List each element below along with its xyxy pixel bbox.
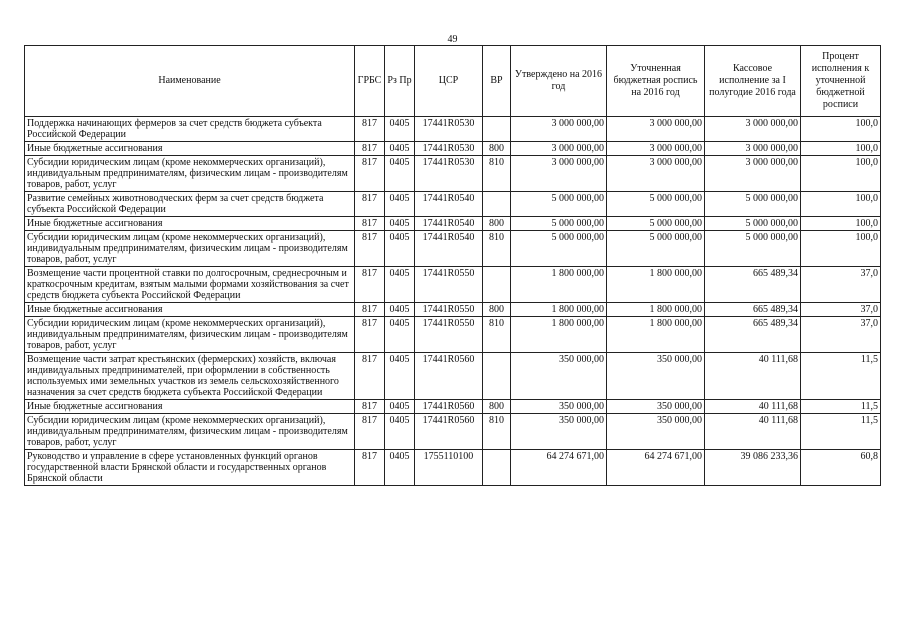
table-row — [25, 117, 881, 142]
col-header-csr: ЦСР — [415, 46, 483, 117]
cell-name: Поддержка начинающих фермеров за счет средств бюджета субъекта Российской Федерации — [25, 117, 355, 142]
cell-vr — [483, 192, 511, 217]
cell-vr — [483, 353, 511, 400]
table-row — [25, 156, 881, 192]
table-row — [25, 414, 881, 450]
cell-csr: 17441R0560 — [415, 353, 483, 400]
cell-name: Иные бюджетные ассигнования — [25, 142, 355, 156]
cell-cash: 3 000 000,00 — [705, 117, 801, 142]
cell-vr: 810 — [483, 231, 511, 267]
cell-vr: 800 — [483, 142, 511, 156]
cell-refined: 64 274 671,00 — [607, 450, 705, 486]
cell-csr: 17441R0540 — [415, 217, 483, 231]
cell-name: Руководство и управление в сфере установленных функций органов государственной власти Брянской области и государственных органов Брянской области — [25, 450, 355, 486]
cell-grbs: 817 — [355, 414, 385, 450]
cell-cash: 665 489,34 — [705, 303, 801, 317]
table-row — [25, 192, 881, 217]
cell-csr: 17441R0560 — [415, 414, 483, 450]
cell-percent: 100,0 — [801, 231, 881, 267]
cell-cash: 665 489,34 — [705, 267, 801, 303]
cell-csr: 17441R0560 — [415, 400, 483, 414]
cell-csr: 17441R0530 — [415, 117, 483, 142]
col-header-refined: Уточненная бюджетная роспись на 2016 год — [607, 46, 705, 117]
col-header-percent: Процент исполнения к уточненной бюджетной росписи — [801, 46, 881, 117]
cell-percent: 37,0 — [801, 303, 881, 317]
cell-cash: 39 086 233,36 — [705, 450, 801, 486]
cell-approved: 1 800 000,00 — [511, 317, 607, 353]
cell-grbs: 817 — [355, 267, 385, 303]
cell-refined: 350 000,00 — [607, 353, 705, 400]
cell-cash: 5 000 000,00 — [705, 217, 801, 231]
cell-approved: 3 000 000,00 — [511, 156, 607, 192]
cell-refined: 3 000 000,00 — [607, 117, 705, 142]
cell-grbs: 817 — [355, 156, 385, 192]
cell-refined: 5 000 000,00 — [607, 231, 705, 267]
cell-cash: 40 111,68 — [705, 400, 801, 414]
cell-percent: 11,5 — [801, 353, 881, 400]
cell-rzpr: 0405 — [385, 317, 415, 353]
cell-grbs: 817 — [355, 303, 385, 317]
cell-csr: 17441R0530 — [415, 156, 483, 192]
cell-refined: 5 000 000,00 — [607, 192, 705, 217]
table-row — [25, 317, 881, 353]
table-row — [25, 231, 881, 267]
cell-grbs: 817 — [355, 231, 385, 267]
cell-vr: 800 — [483, 400, 511, 414]
cell-name: Иные бюджетные ассигнования — [25, 217, 355, 231]
cell-name: Субсидии юридическим лицам (кроме некоммерческих организаций), индивидуальным предпринимателям, физическим лицам - производителям товаров, работ, услуг — [25, 231, 355, 267]
cell-rzpr: 0405 — [385, 192, 415, 217]
cell-refined: 3 000 000,00 — [607, 156, 705, 192]
cell-name: Субсидии юридическим лицам (кроме некоммерческих организаций), индивидуальным предпринимателям, физическим лицам - производителям товаров, работ, услуг — [25, 414, 355, 450]
cell-percent: 60,8 — [801, 450, 881, 486]
cell-approved: 5 000 000,00 — [511, 231, 607, 267]
cell-approved: 1 800 000,00 — [511, 267, 607, 303]
cell-cash: 3 000 000,00 — [705, 156, 801, 192]
budget-table — [24, 45, 881, 486]
cell-vr — [483, 267, 511, 303]
cell-vr: 810 — [483, 317, 511, 353]
cell-vr — [483, 117, 511, 142]
cell-approved: 64 274 671,00 — [511, 450, 607, 486]
cell-rzpr: 0405 — [385, 231, 415, 267]
col-header-name: Наименование — [25, 46, 355, 117]
cell-vr: 800 — [483, 217, 511, 231]
cell-cash: 40 111,68 — [705, 414, 801, 450]
cell-percent: 100,0 — [801, 217, 881, 231]
cell-grbs: 817 — [355, 192, 385, 217]
cell-name: Субсидии юридическим лицам (кроме некоммерческих организаций), индивидуальным предпринимателям, физическим лицам - производителям товаров, работ, услуг — [25, 317, 355, 353]
cell-approved: 350 000,00 — [511, 353, 607, 400]
cell-refined: 1 800 000,00 — [607, 317, 705, 353]
col-header-approved: Утверждено на 2016 год — [511, 46, 607, 117]
cell-refined: 1 800 000,00 — [607, 303, 705, 317]
cell-rzpr: 0405 — [385, 156, 415, 192]
cell-name: Возмещение части процентной ставки по долгосрочным, среднесрочным и краткосрочным кредитам, взятым малыми формами хозяйствования за счет средств бюджета субъекта Российской Федерации — [25, 267, 355, 303]
cell-refined: 350 000,00 — [607, 414, 705, 450]
cell-rzpr: 0405 — [385, 303, 415, 317]
cell-rzpr: 0405 — [385, 117, 415, 142]
cell-approved: 5 000 000,00 — [511, 192, 607, 217]
cell-csr: 17441R0550 — [415, 317, 483, 353]
cell-approved: 3 000 000,00 — [511, 117, 607, 142]
cell-cash: 665 489,34 — [705, 317, 801, 353]
cell-grbs: 817 — [355, 450, 385, 486]
cell-refined: 1 800 000,00 — [607, 267, 705, 303]
cell-rzpr: 0405 — [385, 400, 415, 414]
cell-csr: 17441R0550 — [415, 303, 483, 317]
col-header-rzpr: Рз Пр — [385, 46, 415, 117]
cell-vr — [483, 450, 511, 486]
cell-refined: 350 000,00 — [607, 400, 705, 414]
cell-percent: 37,0 — [801, 317, 881, 353]
cell-cash: 5 000 000,00 — [705, 192, 801, 217]
cell-approved: 5 000 000,00 — [511, 217, 607, 231]
cell-csr: 17441R0530 — [415, 142, 483, 156]
cell-vr: 810 — [483, 414, 511, 450]
cell-rzpr: 0405 — [385, 217, 415, 231]
table-row — [25, 142, 881, 156]
cell-name: Иные бюджетные ассигнования — [25, 303, 355, 317]
col-header-grbs: ГРБС — [355, 46, 385, 117]
table-row — [25, 353, 881, 400]
cell-rzpr: 0405 — [385, 353, 415, 400]
cell-name: Субсидии юридическим лицам (кроме некоммерческих организаций), индивидуальным предпринимателям, физическим лицам - производителям товаров, работ, услуг — [25, 156, 355, 192]
table-row — [25, 400, 881, 414]
cell-csr: 17441R0540 — [415, 192, 483, 217]
cell-cash: 5 000 000,00 — [705, 231, 801, 267]
cell-percent: 100,0 — [801, 156, 881, 192]
col-header-vr: ВР — [483, 46, 511, 117]
cell-percent: 11,5 — [801, 400, 881, 414]
cell-rzpr: 0405 — [385, 267, 415, 303]
cell-csr: 17441R0540 — [415, 231, 483, 267]
cell-percent: 37,0 — [801, 267, 881, 303]
cell-refined: 3 000 000,00 — [607, 142, 705, 156]
cell-grbs: 817 — [355, 117, 385, 142]
cell-name: Возмещение части затрат крестьянских (фермерских) хозяйств, включая индивидуальных предпринимателей, при оформлении в собственность используемых ими земельных участков из земель сельскохозяйственного назначения за счет средств бюджета субъекта Российской Федерации — [25, 353, 355, 400]
cell-grbs: 817 — [355, 142, 385, 156]
cell-grbs: 817 — [355, 317, 385, 353]
cell-cash: 3 000 000,00 — [705, 142, 801, 156]
cell-rzpr: 0405 — [385, 414, 415, 450]
cell-percent: 100,0 — [801, 117, 881, 142]
cell-percent: 100,0 — [801, 192, 881, 217]
cell-cash: 40 111,68 — [705, 353, 801, 400]
cell-approved: 3 000 000,00 — [511, 142, 607, 156]
cell-percent: 100,0 — [801, 142, 881, 156]
cell-rzpr: 0405 — [385, 142, 415, 156]
cell-vr: 800 — [483, 303, 511, 317]
cell-percent: 11,5 — [801, 414, 881, 450]
cell-vr: 810 — [483, 156, 511, 192]
cell-approved: 350 000,00 — [511, 414, 607, 450]
cell-grbs: 817 — [355, 400, 385, 414]
cell-csr: 1755110100 — [415, 450, 483, 486]
page-number: 49 — [447, 34, 458, 45]
cell-approved: 1 800 000,00 — [511, 303, 607, 317]
table-row — [25, 267, 881, 303]
table-row — [25, 450, 881, 486]
col-header-cash: Кассовое исполнение за I полугодие 2016 года — [705, 46, 801, 117]
cell-grbs: 817 — [355, 217, 385, 231]
table-row — [25, 303, 881, 317]
header-row — [25, 46, 881, 117]
cell-name: Развитие семейных животноводческих ферм за счет средств бюджета субъекта Российской Федерации — [25, 192, 355, 217]
cell-approved: 350 000,00 — [511, 400, 607, 414]
table-row — [25, 217, 881, 231]
cell-name: Иные бюджетные ассигнования — [25, 400, 355, 414]
cell-refined: 5 000 000,00 — [607, 217, 705, 231]
cell-csr: 17441R0550 — [415, 267, 483, 303]
cell-rzpr: 0405 — [385, 450, 415, 486]
cell-grbs: 817 — [355, 353, 385, 400]
